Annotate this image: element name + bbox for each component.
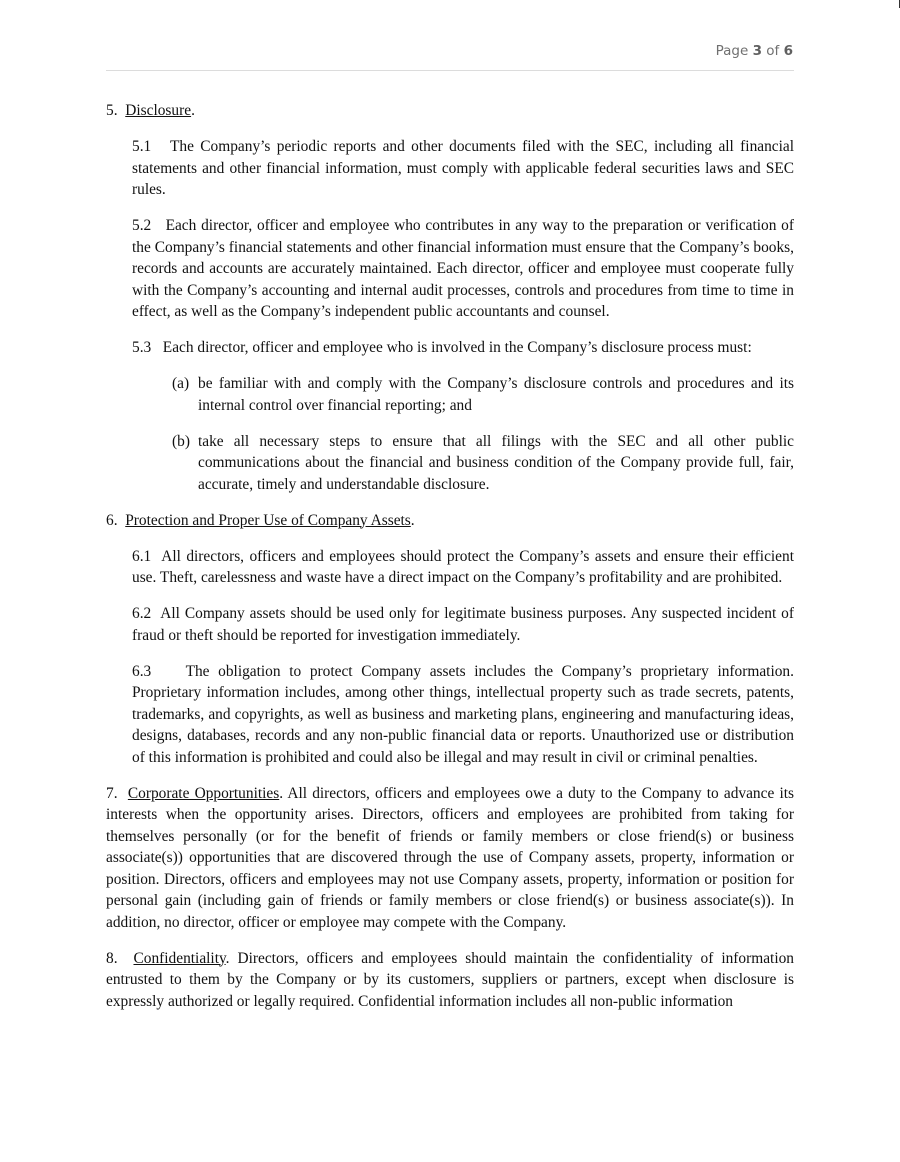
page-number: Page 3 of 6 — [715, 43, 793, 59]
section-6-heading: 6. Protection and Proper Use of Company Assets. — [106, 511, 415, 529]
section-5-heading: 5. Disclosure. — [106, 102, 195, 119]
document-body — [106, 100, 794, 1027]
paragraph-6-2: 6.2 All Company assets should be used only for legitimate business purposes. Any suspected incident of fraud or theft should be reported for investigation immediately. — [132, 605, 794, 644]
paragraph-5-3-a: (a) be familiar with and comply with the Company’s disclosure controls and procedures and its internal control over financial reporting; and — [172, 375, 794, 414]
section-7: 7. Corporate Opportunities. All directors, officers and employees owe a duty to the Company to advance its interests when the opportunity arises. Directors, officers and employees are prohibited from taking for themselves personally (or for the benefit of friends or family members or close friend(s) or business associate(s)) opportunities that are discovered through the use of Company assets, property, information or position. Directors, officers and employees may not use Company assets, property, information or position for personal gain (including gain of friends or family members or close friend(s) or business associate(s)). In addition, no director, officer or employee may compete with the Company. — [106, 784, 794, 931]
section-8: 8. Confidentiality. Directors, officers and employees should maintain the confidentiality of information entrusted to them by the Company or by its customers, suppliers or partners, except when disclosure is expressly authorized or legally required. Confidential information includes all non-public information — [106, 949, 794, 1010]
paragraph-5-1: 5.1 The Company’s periodic reports and other documents filed with the SEC, including all financial statements and other financial information, must comply with applicable federal securities laws and SEC rules. — [132, 138, 795, 198]
paragraph-6-1: 6.1 All directors, officers and employees should protect the Company’s assets and ensure their efficient use. Theft, carelessness and waste have a direct impact on the Company’s profitability and are prohibited. — [132, 547, 794, 586]
paragraph-5-2: 5.2 Each director, officer and employee who contributes in any way to the preparation or verification of the Company’s financial statements and other financial information must ensure that the Company’s books, records and accounts are accurately maintained. Each director, officer and employee must cooperate fully with the Company’s accounting and internal audit processes, controls and procedures from time to time in effect, as well as the Company’s independent public accountants and counsel. — [132, 217, 794, 320]
paragraph-6-3: 6.3 The obligation to protect Company assets includes the Company’s proprietary information. Proprietary information includes, among other things, intellectual property such as trade secrets, patents, trademarks, and copyrights, as well as business and marketing plans, engineering and manufacturing ideas, designs, databases, records and any non-public financial data or reports. Unauthorized use or distribution of this information is prohibited and could also be illegal and may result in civil or criminal penalties. — [132, 662, 794, 766]
paragraph-5-3: 5.3 Each director, officer and employee who is involved in the Company’s disclosure process must: — [132, 339, 752, 356]
paragraph-5-3-b: (b) take all necessary steps to ensure that all filings with the SEC and all other public communications about the financial and business condition of the Company provide full, fair, accurate, timely and understandable disclosure. — [172, 432, 794, 493]
header-divider — [106, 70, 794, 71]
